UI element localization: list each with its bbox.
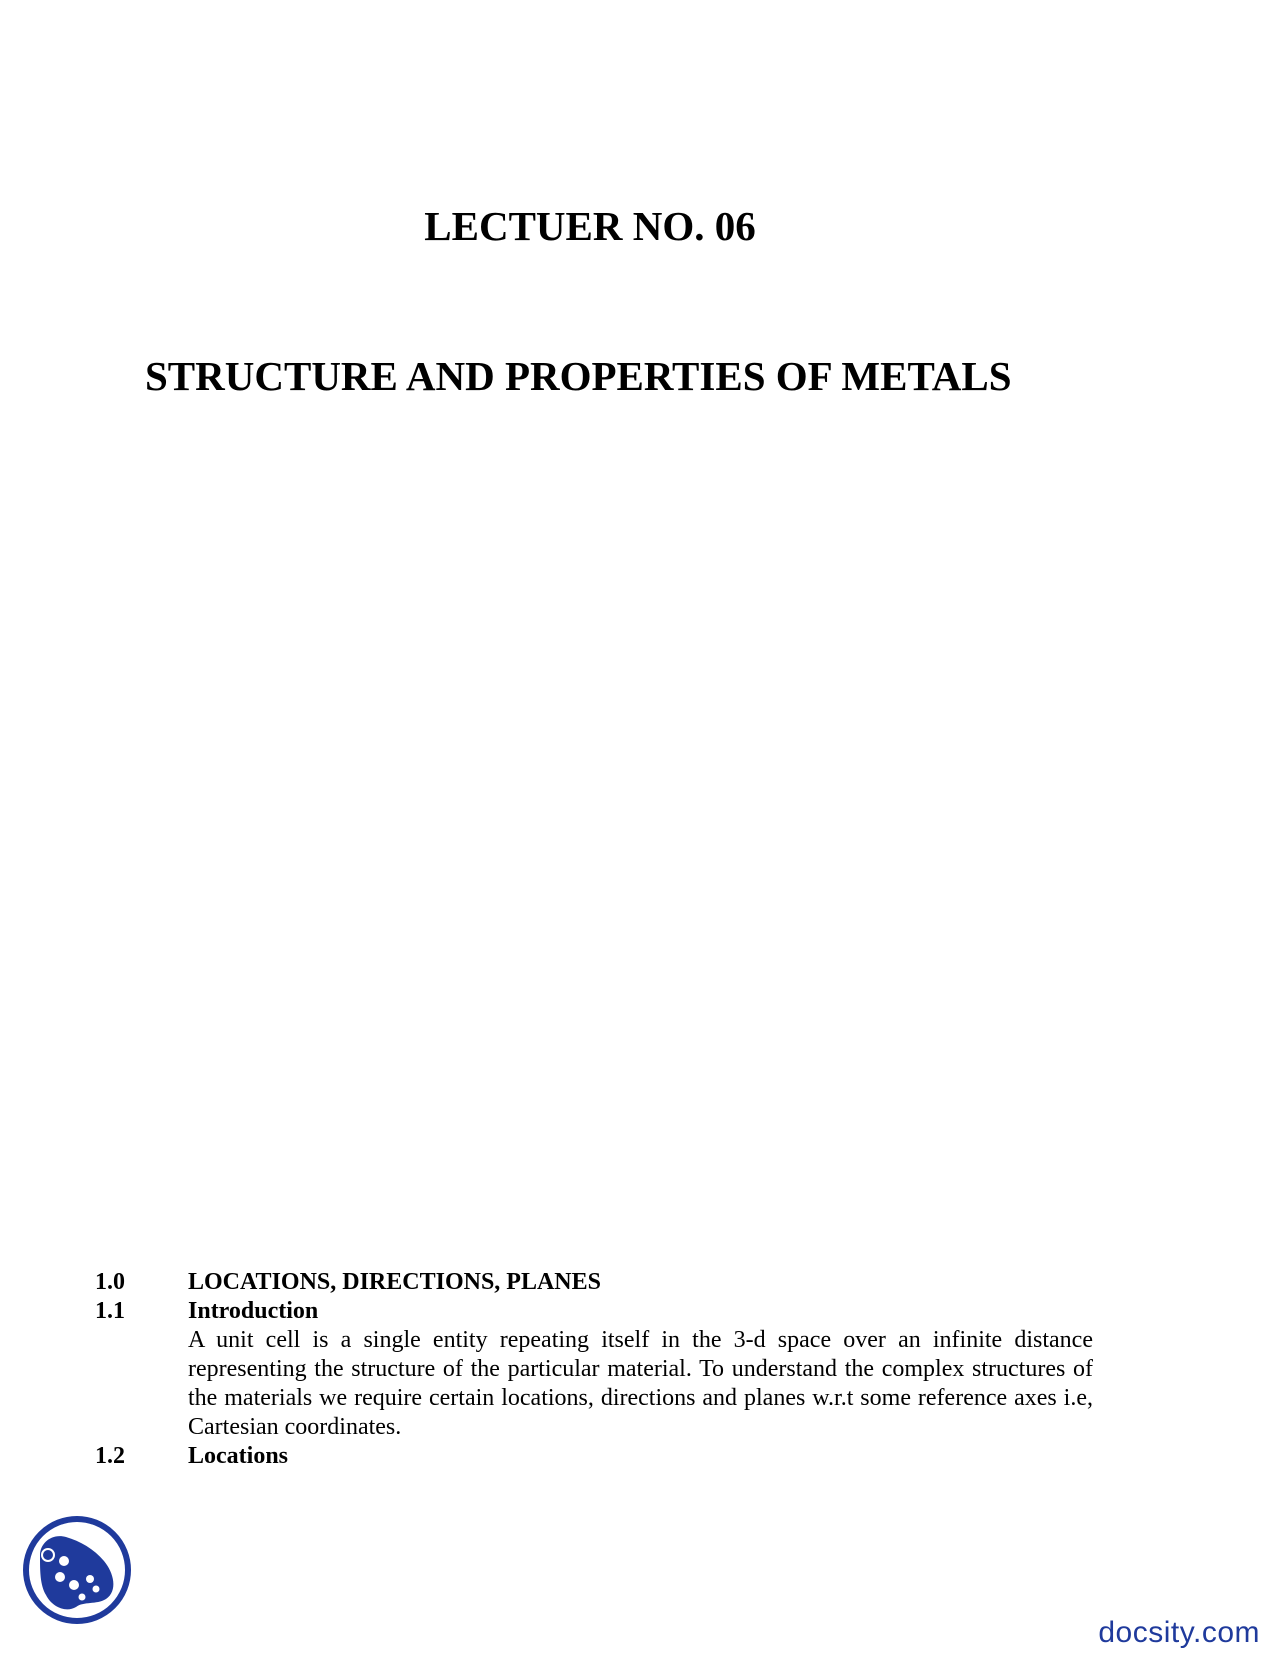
lecture-title: LECTUER NO. 06 xyxy=(424,203,756,249)
section-heading: Introduction xyxy=(188,1298,319,1324)
docsity-logo-icon xyxy=(22,1515,132,1625)
section-number: 1.1 xyxy=(95,1298,125,1324)
section-heading-row xyxy=(95,1297,1095,1326)
document-sections xyxy=(95,1268,1095,1471)
section-heading: LOCATIONS, DIRECTIONS, PLANES xyxy=(188,1269,601,1295)
docsity-watermark[interactable]: docsity.com xyxy=(1098,1616,1260,1649)
section-number: 1.2 xyxy=(95,1443,125,1469)
section-heading: Locations xyxy=(188,1443,289,1469)
section-heading-row xyxy=(95,1268,1095,1297)
section-heading-row xyxy=(95,1442,1095,1471)
intro-paragraph: A unit cell is a single entity repeating itself in the 3-d space over an infinite distance representing the structure of the particular material. To understand the complex structures of the materials we require certain locations, directions and planes w.r.t some reference axes i.e, Cartesian coordinates. xyxy=(188,1327,1093,1440)
page-title: STRUCTURE AND PROPERTIES OF METALS xyxy=(145,353,1012,399)
section-number: 1.0 xyxy=(95,1269,125,1295)
